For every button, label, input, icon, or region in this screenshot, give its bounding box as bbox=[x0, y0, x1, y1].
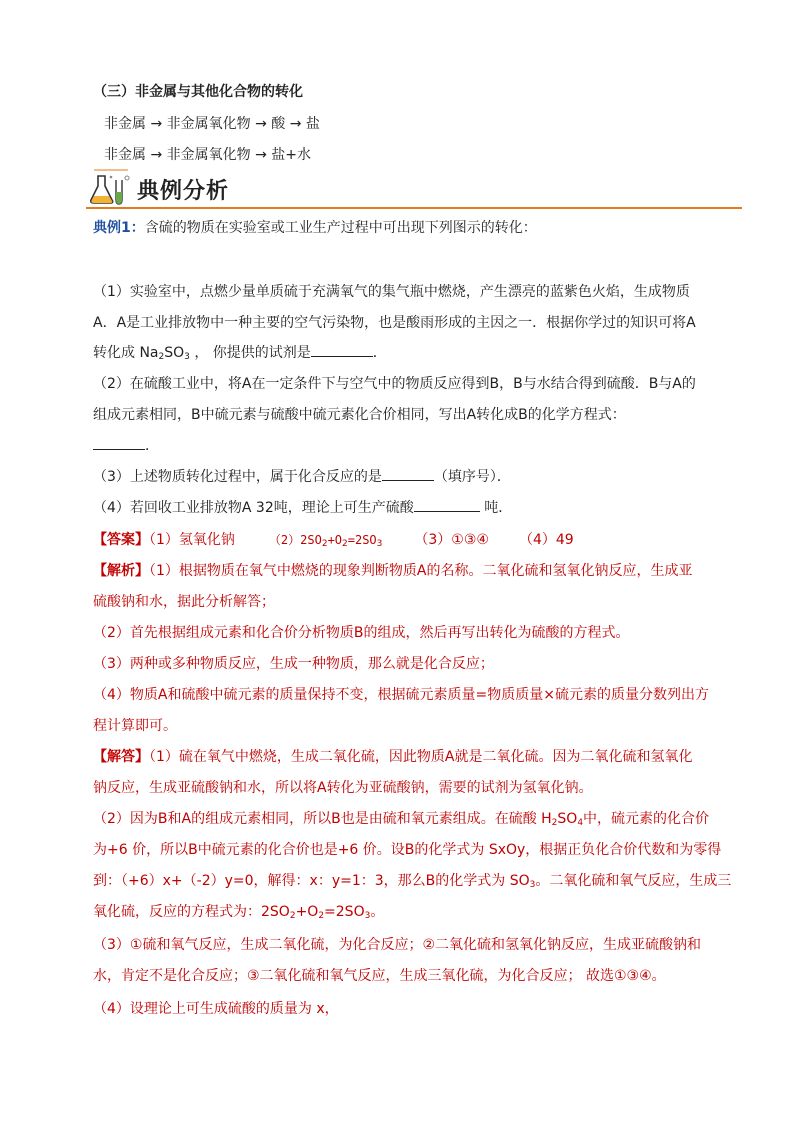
answer-label: 【答案】 bbox=[93, 532, 149, 548]
solution-text: （2）因为B和A的组成元素相同，所以B也是由硫和氧元素组成。在硫酸 H bbox=[93, 811, 552, 827]
arrow-icon: → bbox=[289, 116, 302, 132]
question-1-line-3 bbox=[93, 343, 387, 367]
solution-line-2: 钠反应，生成亚硫酸钠和水，所以将A转化为亚硫酸钠，需要的试剂为氢氧化钠。 bbox=[93, 780, 593, 796]
chain1-step-4: 盐 bbox=[305, 116, 320, 132]
conversion-chain-1 bbox=[104, 114, 320, 134]
subscript: 2 bbox=[318, 911, 325, 921]
arrow-icon: → bbox=[150, 147, 163, 163]
chain1-step-3: 酸 bbox=[271, 116, 286, 132]
solution-line-8: 水，肯定不是化合反应；③二氧化硫和氧气反应，生成三氧化硫，为化合反应； 故选①③④。 bbox=[93, 968, 666, 984]
analysis-line-4: （3）两种或多种物质反应，生成一种物质，那么就是化合反应； bbox=[93, 656, 494, 672]
solution-text: 。二氧化硫和氧气反应，生成三 bbox=[535, 873, 732, 889]
solution-line-7: （3）①硫和氧气反应，生成二氧化硫，为化合反应；②二氧化硫和氢氧化钠反应，生成亚硫酸钠和 bbox=[93, 937, 702, 953]
answer-blank[interactable] bbox=[414, 499, 480, 512]
conversion-chain-2 bbox=[104, 145, 311, 165]
question-1-line-2: A．A是工业排放物中一种主要的空气污染物，也是酸雨形成的主因之一．根据你学过的知识可将A bbox=[93, 315, 696, 331]
q1-text: ， 你提供的试剂是 bbox=[189, 345, 311, 361]
subscript: 3 bbox=[364, 911, 371, 921]
a2-text: （2）2SO bbox=[268, 533, 322, 547]
analysis-line-5: （4）物质A和硫酸中硫元素的质量保持不变，根据硫元素质量=物质质量×硫元素的质量分数列出方 bbox=[93, 687, 709, 703]
answer-4: （4）49 bbox=[518, 532, 574, 548]
chain2-step-1: 非金属 bbox=[104, 147, 146, 163]
subscript: 4 bbox=[577, 818, 584, 828]
subscript: 3 bbox=[376, 539, 383, 549]
answer-1: （1）氢氧化钠 bbox=[149, 532, 235, 548]
section-title: （三）非金属与其他化合物的转化 bbox=[93, 84, 303, 100]
arrow-icon: → bbox=[255, 147, 267, 163]
question-4 bbox=[93, 498, 512, 518]
question-3 bbox=[93, 467, 511, 487]
answer-blank[interactable] bbox=[311, 344, 373, 357]
solution-text: 到：（+6）x+（-2）y=0，解得：x：y=1：3，那么B的化学式为 SO bbox=[93, 873, 530, 889]
analysis-line-6: 程计算即可。 bbox=[93, 718, 177, 734]
q4-text: 吨． bbox=[479, 500, 513, 516]
chain2-step-3: 盐+水 bbox=[271, 147, 312, 163]
q1-text: 转化成 Na bbox=[93, 345, 159, 361]
question-2-line-3 bbox=[93, 436, 159, 456]
subscript: 2 bbox=[158, 352, 165, 362]
question-2-line-2: 组成元素相同，B中硫元素与硫酸中硫元素化合价相同，写出A转化成B的化学方程式： bbox=[93, 407, 626, 423]
chain2-step-2: 非金属氧化物 bbox=[166, 147, 251, 163]
q3-text: （3）上述物质转化过程中，属于化合反应的是 bbox=[93, 469, 382, 485]
solution-line-6 bbox=[93, 902, 384, 926]
subscript: 2 bbox=[342, 539, 348, 549]
solution-label: 【解答】 bbox=[93, 749, 149, 765]
solution-text: +O bbox=[295, 904, 319, 920]
solution-line-5 bbox=[93, 871, 731, 895]
answer-2 bbox=[269, 532, 382, 548]
subscript: 3 bbox=[184, 352, 190, 362]
a2-text: =2SO bbox=[347, 533, 377, 547]
subscript: 2 bbox=[321, 539, 328, 549]
subscript: 3 bbox=[529, 880, 536, 890]
arrow-icon: → bbox=[150, 116, 163, 132]
chain1-step-1: 非金属 bbox=[104, 116, 146, 132]
analysis-line-1 bbox=[93, 561, 692, 581]
solution-line-4: 为+6 价，所以B中硫元素的化合价也是+6 价。设B的化学式为 SxOy，根据正负化合价代数和为零得 bbox=[93, 842, 722, 858]
solution-text: 。 bbox=[370, 904, 385, 920]
heading-divider bbox=[86, 207, 742, 209]
solution-text: （1）硫在氧气中燃烧，生成二氧化硫，因此物质A就是二氧化硫。因为二氧化硫和氢氧化 bbox=[149, 749, 693, 765]
chain1-step-2: 非金属氧化物 bbox=[166, 116, 251, 132]
a2-text: +O bbox=[327, 533, 343, 547]
answer-blank[interactable] bbox=[382, 468, 434, 481]
q3-text: （填序号）． bbox=[433, 469, 511, 485]
q1-text: ． bbox=[372, 345, 387, 361]
question-1-line-1: （1）实验室中，点燃少量单质硫于充满氧气的集气瓶中燃烧，产生漂亮的蓝紫色火焰，生成物质 bbox=[93, 284, 690, 300]
analysis-line-2: 硫酸钠和水，据此分析解答； bbox=[93, 594, 275, 610]
answer-3: （3）①③④ bbox=[414, 532, 489, 548]
solution-text: 氧化硫，反应的方程式为：2SO bbox=[93, 904, 290, 920]
subscript: 2 bbox=[289, 911, 296, 921]
solution-line-9: （4）设理论上可生成硫酸的质量为 x， bbox=[93, 1001, 339, 1017]
answer-line bbox=[93, 530, 574, 554]
arrow-icon: → bbox=[255, 116, 267, 132]
analysis-text: （1）根据物质在氧气中燃烧的现象判断物质A的名称。二氧化硫和氢氧化钠反应，生成亚 bbox=[149, 563, 693, 579]
example-label: 典例1： bbox=[93, 220, 145, 236]
example-intro bbox=[93, 218, 537, 238]
section-heading: 典例分析 bbox=[137, 179, 230, 204]
solution-line-3 bbox=[93, 809, 709, 833]
flask-icon bbox=[88, 166, 132, 206]
q2-text: ． bbox=[145, 438, 159, 454]
analysis-label: 【解析】 bbox=[93, 563, 149, 579]
question-2-line-1: （2）在硫酸工业中，将A在一定条件下与空气中的物质反应得到B，B与水结合得到硫酸．B与A的 bbox=[93, 376, 696, 392]
example-intro-text: 含硫的物质在实验室或工业生产过程中可出现下列图示的转化： bbox=[144, 220, 537, 236]
solution-line-1 bbox=[93, 747, 692, 767]
solution-text: =2SO bbox=[324, 904, 365, 920]
subscript: 2 bbox=[551, 818, 558, 828]
q4-text: （4）若回收工业排放物A 32吨，理论上可生产硫酸 bbox=[93, 500, 414, 516]
q1-text: SO bbox=[164, 345, 185, 361]
solution-text: 中，硫元素的化合价 bbox=[583, 811, 710, 827]
solution-text: SO bbox=[557, 811, 578, 827]
answer-blank[interactable] bbox=[93, 437, 145, 450]
analysis-line-3: （2）首先根据组成元素和化合价分析物质B的组成，然后再写出转化为硫酸的方程式。 bbox=[93, 625, 630, 641]
